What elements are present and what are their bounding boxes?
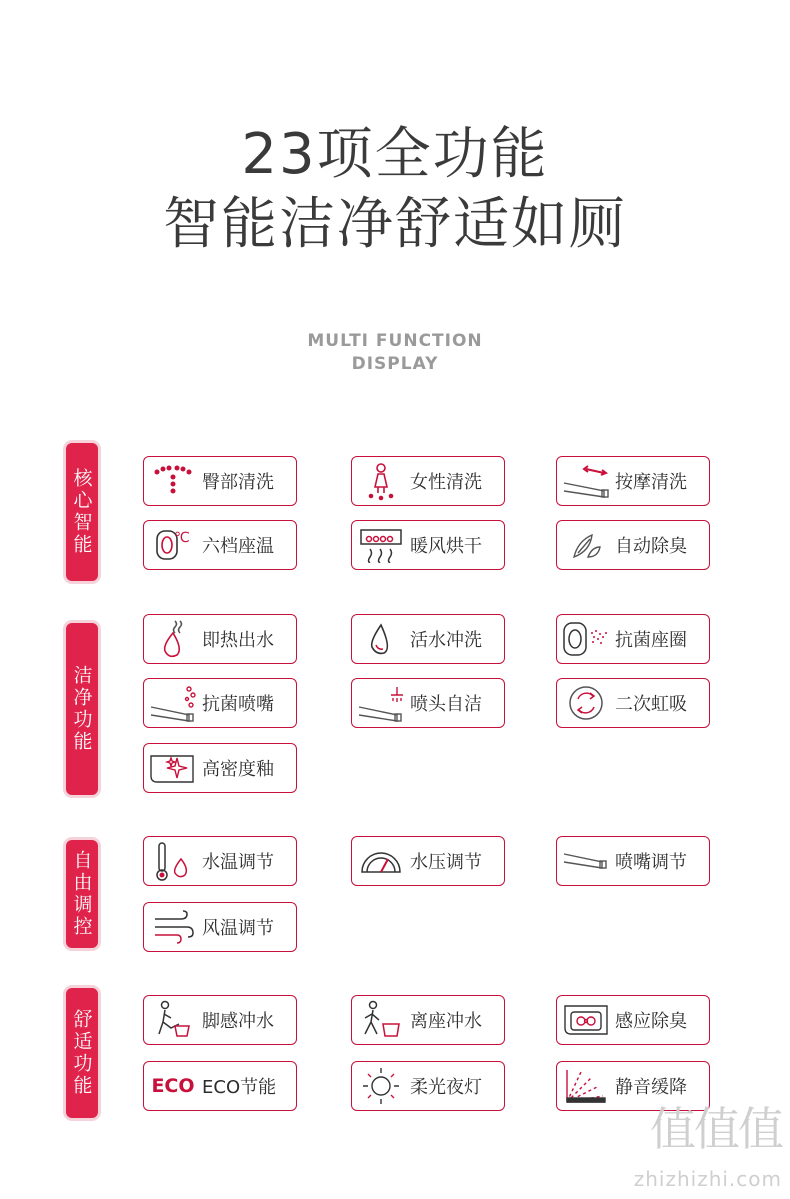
feature-label: 喷头自洁 — [410, 694, 482, 715]
feature-label: 臀部清洗 — [202, 472, 274, 493]
subtitle-line-1: MULTI FUNCTION — [307, 331, 483, 351]
feature-label: 抗菌座圈 — [615, 630, 687, 651]
feature-label: 风温调节 — [202, 918, 274, 939]
watermark-logo: 值值值 — [650, 1102, 782, 1156]
feature-foot-flush — [143, 995, 297, 1045]
nozzle-icon — [557, 838, 615, 884]
feature-double-siphon — [556, 678, 710, 728]
wind-icon — [144, 904, 202, 950]
category-label: 舒适功能 — [70, 1009, 93, 1097]
feature-buttock-wash — [143, 456, 297, 506]
feature-label: 静音缓降 — [615, 1077, 687, 1098]
feature-label: 女性清洗 — [410, 472, 482, 493]
feature-auto-deodorize — [556, 520, 710, 570]
feature-night-light — [351, 1061, 505, 1111]
nozzle-shower-icon — [352, 680, 410, 726]
feature-high-density-glaze — [143, 743, 297, 793]
feature-label: 水压调节 — [410, 852, 482, 873]
feature-label: 二次虹吸 — [615, 694, 687, 715]
nozzle-bubbles-icon — [144, 680, 202, 726]
light-bulb-icon — [352, 1063, 410, 1109]
eco-text: ECO — [151, 1075, 195, 1097]
feature-label: 六档座温 — [202, 536, 274, 557]
walking-person-icon — [352, 997, 410, 1043]
woman-icon — [352, 458, 410, 504]
feature-label: 活水冲洗 — [410, 630, 482, 651]
eco-icon — [144, 1063, 202, 1109]
gauge-icon — [352, 838, 410, 884]
feature-antibacterial-seat — [556, 614, 710, 664]
feature-label: 按摩清洗 — [615, 472, 687, 493]
water-drop-icon — [352, 616, 410, 662]
feature-nozzle-self-clean — [351, 678, 505, 728]
seat-temperature-icon — [144, 522, 202, 568]
subtitle-line-2: DISPLAY — [351, 354, 439, 374]
feature-label: 即热出水 — [202, 630, 274, 651]
feature-label: 抗菌喷嘴 — [202, 694, 274, 715]
feature-label: 高密度釉 — [202, 759, 274, 780]
feature-antibacterial-nozzle — [143, 678, 297, 728]
feature-label: 脚感冲水 — [202, 1011, 274, 1032]
feature-label: 自动除臭 — [615, 536, 687, 557]
feature-label: 水温调节 — [202, 852, 274, 873]
feature-sensor-deodorize — [556, 995, 710, 1045]
feature-label: 暖风烘干 — [410, 536, 482, 557]
glaze-sparkle-icon — [144, 745, 202, 791]
feature-female-wash — [351, 456, 505, 506]
category-label: 自由调控 — [70, 850, 93, 938]
title-line-2: 智能洁净舒适如厕 — [163, 192, 627, 257]
feature-nozzle-adjust — [556, 836, 710, 886]
thermometer-drop-icon — [144, 838, 202, 884]
hot-water-drop-icon — [144, 616, 202, 662]
feature-instant-hot-water — [143, 614, 297, 664]
spray-icon — [144, 458, 202, 504]
feature-water-temp-adjust — [143, 836, 297, 886]
feature-massage-wash — [556, 456, 710, 506]
feature-label: ECO节能 — [202, 1077, 277, 1098]
category-core-smart — [66, 443, 98, 581]
category-label: 洁净功能 — [70, 665, 93, 753]
foot-kick-icon — [144, 997, 202, 1043]
feature-water-pressure-adjust — [351, 836, 505, 886]
slow-close-lid-icon — [557, 1063, 615, 1109]
feature-label: 感应除臭 — [615, 1011, 687, 1032]
leaf-icon — [557, 522, 615, 568]
title-line-1: 23项全功能 — [241, 122, 549, 187]
category-label: 核心智能 — [70, 468, 93, 556]
feature-warm-air-dry — [351, 520, 505, 570]
celsius-text: ℃ — [174, 530, 190, 546]
feature-label: 喷嘴调节 — [615, 852, 687, 873]
nozzle-arrows-icon — [557, 458, 615, 504]
feature-label: 柔光夜灯 — [410, 1077, 482, 1098]
watermark-url: zhizhizhi.com — [633, 1167, 782, 1191]
category-free-control — [66, 840, 98, 948]
feature-fresh-water-wash — [351, 614, 505, 664]
warm-air-icon — [352, 522, 410, 568]
fan-icon — [557, 997, 615, 1043]
feature-air-temp-adjust — [143, 902, 297, 952]
category-comfort — [66, 988, 98, 1118]
feature-label: 离座冲水 — [410, 1011, 482, 1032]
category-cleanliness — [66, 623, 98, 795]
antibacterial-seat-icon — [557, 616, 615, 662]
cycle-icon — [557, 680, 615, 726]
feature-leave-seat-flush — [351, 995, 505, 1045]
feature-seat-temp — [143, 520, 297, 570]
feature-eco-saving — [143, 1061, 297, 1111]
